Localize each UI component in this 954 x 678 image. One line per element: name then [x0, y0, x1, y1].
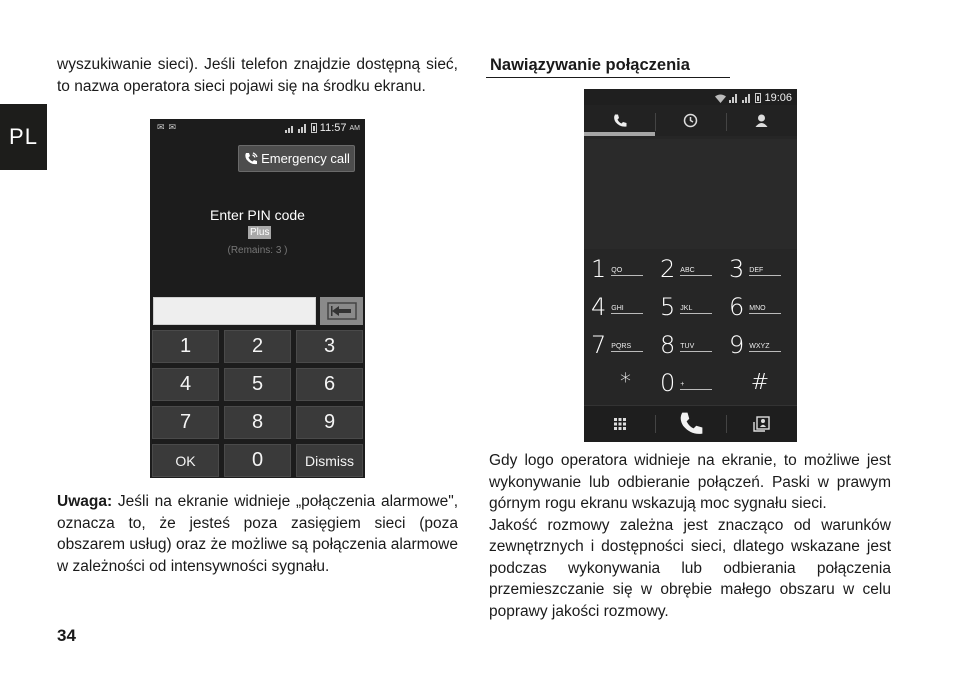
- dial-key-letters: GHI: [611, 305, 643, 314]
- status-time: 19:06: [764, 92, 792, 104]
- signal-icon: [729, 94, 739, 103]
- signal-icon-sim2: [298, 124, 308, 133]
- dial-key-letters: QO: [611, 267, 643, 276]
- intro-text: wyszukiwanie sieci). Jeśli telefon znajdzie dostępną sieć, to nazwa operatora sieci pojawi się na środku ekranu.: [57, 56, 458, 95]
- ok-button[interactable]: OK: [152, 444, 219, 477]
- wifi-icon: [715, 94, 726, 103]
- clock-icon: [683, 113, 698, 128]
- battery-icon: [311, 123, 317, 133]
- dialpad-icon: [613, 417, 627, 431]
- tab-recent[interactable]: [655, 105, 726, 136]
- battery-icon: [755, 93, 761, 103]
- pin-key-4[interactable]: 4: [152, 368, 219, 401]
- dial-key-letters: +: [680, 381, 712, 390]
- dial-key-star[interactable]: [591, 367, 660, 396]
- paragraph-1: Gdy logo operatora widnieje na ekranie, to możliwe jest wykonywanie lub odbieranie połączeń. Paski w prawym górnym rogu ekranu wskazują moc sygnału sieci.: [489, 452, 891, 512]
- dial-key-digit: 8: [660, 331, 676, 359]
- bar-divider: [655, 415, 656, 433]
- dial-key-digit: 3: [729, 255, 745, 283]
- right-column-text: [489, 450, 891, 622]
- dial-key-6[interactable]: [729, 291, 791, 320]
- status-bar: [584, 89, 797, 105]
- signal-icon: [285, 124, 295, 133]
- status-time: 11:57: [319, 122, 347, 134]
- page-number: 34: [57, 626, 76, 645]
- operator-badge: Plus: [250, 227, 270, 238]
- dial-key-letters: WXYZ: [749, 343, 781, 352]
- dial-key-digit: 2: [660, 255, 676, 283]
- backspace-icon: [327, 302, 357, 320]
- paragraph-2: Jakość rozmowy zależna jest znacząco od warunków zewnętrznych i dostępności sieci, dlatego wskazane jest podczas wykonywania lub odbierania połączenia przemieszczanie się w obrębie małego obszaru w celu poprawy jakości rozmowy.: [489, 516, 891, 620]
- dialer-tabs: [584, 105, 797, 136]
- dial-key-letters: ABC: [680, 267, 712, 276]
- dial-key-digit: 4: [591, 293, 607, 321]
- dial-key-digit: 7: [591, 331, 607, 359]
- dial-key-2[interactable]: [660, 253, 729, 282]
- note-paragraph: [57, 491, 458, 577]
- signal-icon-sim2: [742, 94, 752, 103]
- dialer-screenshot: [584, 89, 797, 442]
- pin-key-1[interactable]: 1: [152, 330, 219, 363]
- pin-key-0[interactable]: 0: [224, 444, 291, 477]
- dialer-action-bar: [584, 405, 797, 442]
- dial-key-digit: #: [750, 370, 770, 395]
- dial-key-4[interactable]: [591, 291, 660, 320]
- note-label: Uwaga:: [57, 493, 113, 510]
- pin-key-9[interactable]: 9: [296, 406, 363, 439]
- tab-divider: [655, 113, 656, 131]
- bar-divider: [726, 415, 727, 433]
- contact-icon: [754, 113, 769, 128]
- dismiss-button[interactable]: Dismiss: [296, 444, 363, 477]
- dial-key-digit: 1: [591, 255, 607, 283]
- pin-key-5[interactable]: 5: [224, 368, 291, 401]
- dial-key-hash[interactable]: [729, 367, 791, 396]
- dial-key-0[interactable]: [660, 367, 729, 396]
- dial-key-digit: 0: [660, 369, 676, 397]
- tab-contacts[interactable]: [726, 105, 797, 136]
- notification-icons: ✉✉: [157, 122, 181, 132]
- contact-card-icon: [753, 416, 771, 432]
- section-heading: Nawiązywanie połączenia: [486, 56, 730, 78]
- pin-key-2[interactable]: 2: [224, 330, 291, 363]
- tab-phone[interactable]: [584, 105, 655, 136]
- dial-number-display[interactable]: [584, 139, 797, 249]
- dial-key-letters: DEF: [749, 267, 781, 276]
- pin-key-8[interactable]: 8: [224, 406, 291, 439]
- status-ampm: AM: [349, 124, 360, 132]
- note-text: Jeśli na ekranie widnieje „połączenia alarmowe", oznacza to, że jesteś poza zasięgiem sieci (poza obszarem usług) oraz że możliwe są połączenia alarmowe w zależności od intensywności sygnału.: [57, 493, 458, 575]
- phone-icon: [612, 113, 628, 129]
- status-bar: [150, 119, 365, 137]
- emergency-call-button[interactable]: [238, 145, 355, 172]
- pin-input[interactable]: [153, 297, 316, 325]
- pin-entry-screenshot: [150, 119, 365, 478]
- dial-key-letters: PQRS: [611, 343, 643, 352]
- dial-key-8[interactable]: [660, 329, 729, 358]
- language-tab: PL: [0, 104, 47, 170]
- dial-key-letters: JKL: [680, 305, 712, 314]
- backspace-button[interactable]: [320, 297, 363, 325]
- dial-key-digit: *: [620, 370, 631, 395]
- pin-title: Enter PIN code: [210, 207, 305, 223]
- dial-keypad: [591, 253, 791, 396]
- dial-key-letters: MNO: [749, 305, 781, 314]
- pin-key-7[interactable]: 7: [152, 406, 219, 439]
- pin-keypad: [152, 330, 363, 477]
- keypad-toggle-button[interactable]: [584, 406, 655, 442]
- dial-key-9[interactable]: [729, 329, 791, 358]
- dial-key-letters: TUV: [680, 343, 712, 352]
- dial-key-7[interactable]: [591, 329, 660, 358]
- pin-remains: (Remains: 3 ): [227, 245, 288, 256]
- intro-paragraph: [57, 54, 458, 97]
- emergency-call-label: Emergency call: [261, 151, 350, 166]
- tab-divider: [726, 113, 727, 131]
- contacts-list-button[interactable]: [726, 406, 797, 442]
- phone-wave-icon: [243, 151, 259, 167]
- phone-icon: [677, 410, 705, 438]
- dial-key-digit: 6: [729, 293, 745, 321]
- dial-key-3[interactable]: [729, 253, 791, 282]
- pin-key-6[interactable]: 6: [296, 368, 363, 401]
- dial-key-1[interactable]: [591, 253, 660, 282]
- dial-key-5[interactable]: [660, 291, 729, 320]
- dial-key-digit: 9: [729, 331, 745, 359]
- dial-key-digit: 5: [660, 293, 676, 321]
- pin-key-3[interactable]: 3: [296, 330, 363, 363]
- call-button[interactable]: [655, 406, 726, 442]
